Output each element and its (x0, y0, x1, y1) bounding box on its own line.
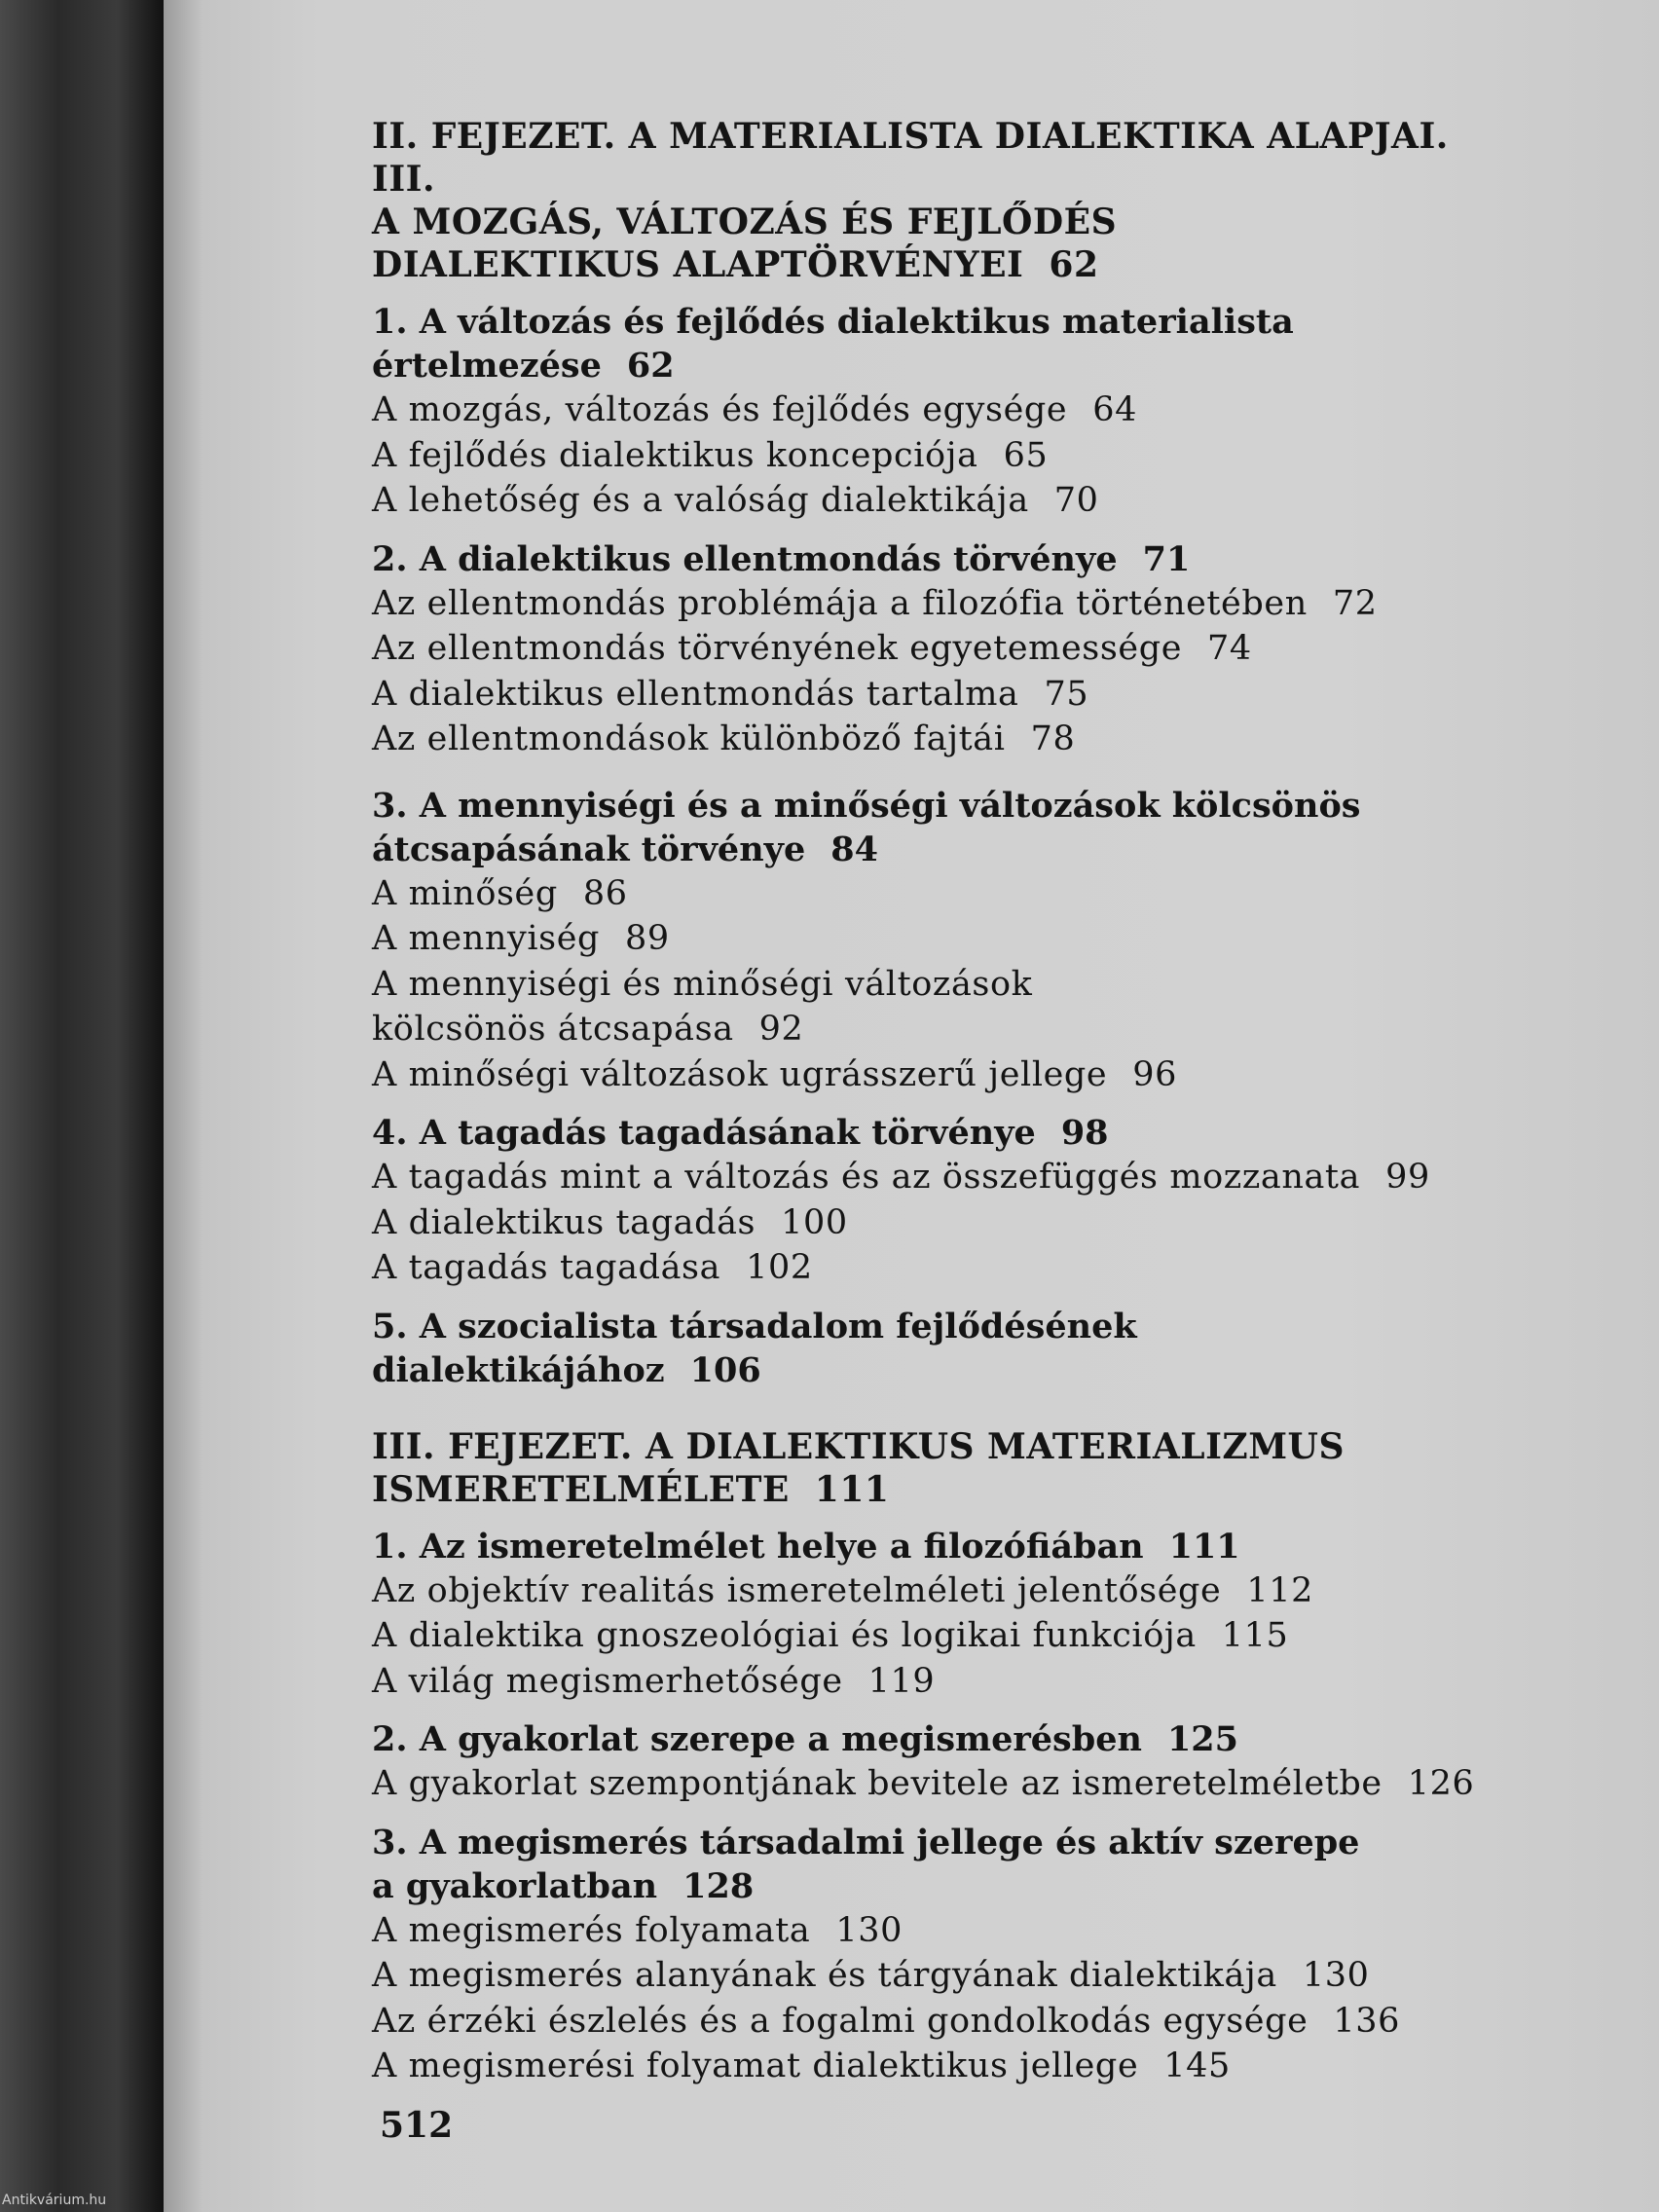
page-number: 106 (689, 1349, 761, 1390)
toc-entry: A minőségi változások ugrásszerű jellege 96 (372, 1054, 1177, 1094)
chapter-title-line: II. FEJEZET. A MATERIALISTA DIALEKTIKA ALAPJAI. III. (372, 116, 1449, 200)
page-number: 111 (1168, 1526, 1240, 1567)
chapter-title-line: ISMERETELMÉLETE 111 (372, 1468, 890, 1510)
page-footer-number: 512 (380, 2105, 454, 2146)
toc-entry: A fejlődés dialektikus koncepciója 65 (372, 435, 1049, 475)
chapter-title-line: A MOZGÁS, VÁLTOZÁS ÉS FEJLŐDÉS (372, 202, 1118, 242)
toc-entry: Az objektív realitás ismeretelméleti jelentősége 112 (372, 1570, 1313, 1610)
chapter-heading (372, 115, 1482, 286)
page-number: 62 (1049, 244, 1099, 285)
toc-entry: A dialektikus tagadás 100 (372, 1202, 848, 1242)
page-number: 128 (682, 1865, 755, 1906)
toc-entry: A megismerés alanyának és tárgyának dialektikája 130 (372, 1956, 1370, 1995)
toc-entry: A tagadás tagadása 102 (372, 1248, 813, 1287)
page-number: 62 (626, 346, 675, 386)
page-number: 111 (814, 1468, 890, 1510)
toc-entry: A minőség 86 (372, 873, 628, 913)
toc-entry: Az érzéki észlelés és a fogalmi gondolkodás egysége 136 (372, 2001, 1400, 2041)
section-heading: 5. A szocialista társadalom fejlődésének dialektikájához 106 (372, 1306, 1137, 1390)
toc-entry: A tagadás mint a változás és az összefüggés mozzanata 99 (372, 1158, 1430, 1197)
toc-entry: A mennyiség 89 (372, 919, 670, 958)
page-number: 71 (1142, 538, 1191, 579)
book-spine-shadow (0, 0, 175, 2212)
toc-entry: A lehetőség és a valóság dialektikája 70 (372, 481, 1099, 520)
section-heading: 1. Az ismeretelmélet helye a filozófiában 111 (372, 1526, 1240, 1567)
toc-entry: A dialektikus ellentmondás tartalma 75 (372, 674, 1089, 714)
toc-entry: A mozgás, változás és fejlődés egysége 64 (372, 390, 1137, 429)
toc-entry: A dialektika gnoszeológiai és logikai funkciója 115 (372, 1616, 1289, 1655)
chapter-title-line: III. FEJEZET. A DIALEKTIKUS MATERIALIZMUS (372, 1425, 1345, 1467)
section-heading: 3. A mennyiségi és a minőségi változások kölcsönös átcsapásának törvénye 84 (372, 785, 1361, 869)
toc-entry: A gyakorlat szempontjának bevitele az ismeretelméletbe 126 (372, 1764, 1475, 1803)
chapter-heading (372, 1425, 1482, 1511)
chapter-title-line: DIALEKTIKUS ALAPTÖRVÉNYEI 62 (372, 244, 1099, 285)
section-heading: 2. A dialektikus ellentmondás törvénye 71 (372, 538, 1191, 579)
toc-entry: Az ellentmondás problémája a filozófia történetében 72 (372, 583, 1378, 623)
section-heading: 4. A tagadás tagadásának törvénye 98 (372, 1113, 1109, 1153)
toc-entry: Az ellentmondások különböző fajtái 78 (372, 719, 1076, 758)
page-number: 84 (830, 829, 878, 869)
section-heading: 3. A megismerés társadalmi jellege és aktív szerepe a gyakorlatban 128 (372, 1822, 1360, 1906)
page-number: 125 (1166, 1719, 1238, 1759)
section-heading: 2. A gyakorlat szerepe a megismerésben 125 (372, 1719, 1238, 1759)
toc-entry: A világ megismerhetősége 119 (372, 1661, 936, 1701)
table-of-contents (216, 115, 1482, 2089)
page-number: 98 (1060, 1113, 1109, 1153)
watermark: Antikvárium.hu (2, 2193, 107, 2208)
toc-entry: A megismerés folyamata 130 (372, 1910, 903, 1950)
toc-entry: A mennyiségi és minőségi változások kölcsönös átcsapása 92 (372, 964, 1033, 1049)
section-heading: 1. A változás és fejlődés dialektikus materialista értelmezése 62 (372, 302, 1294, 386)
toc-entry: Az ellentmondás törvényének egyetemessége 74 (372, 629, 1252, 668)
toc-entry: A megismerési folyamat dialektikus jellege 145 (372, 2046, 1231, 2085)
